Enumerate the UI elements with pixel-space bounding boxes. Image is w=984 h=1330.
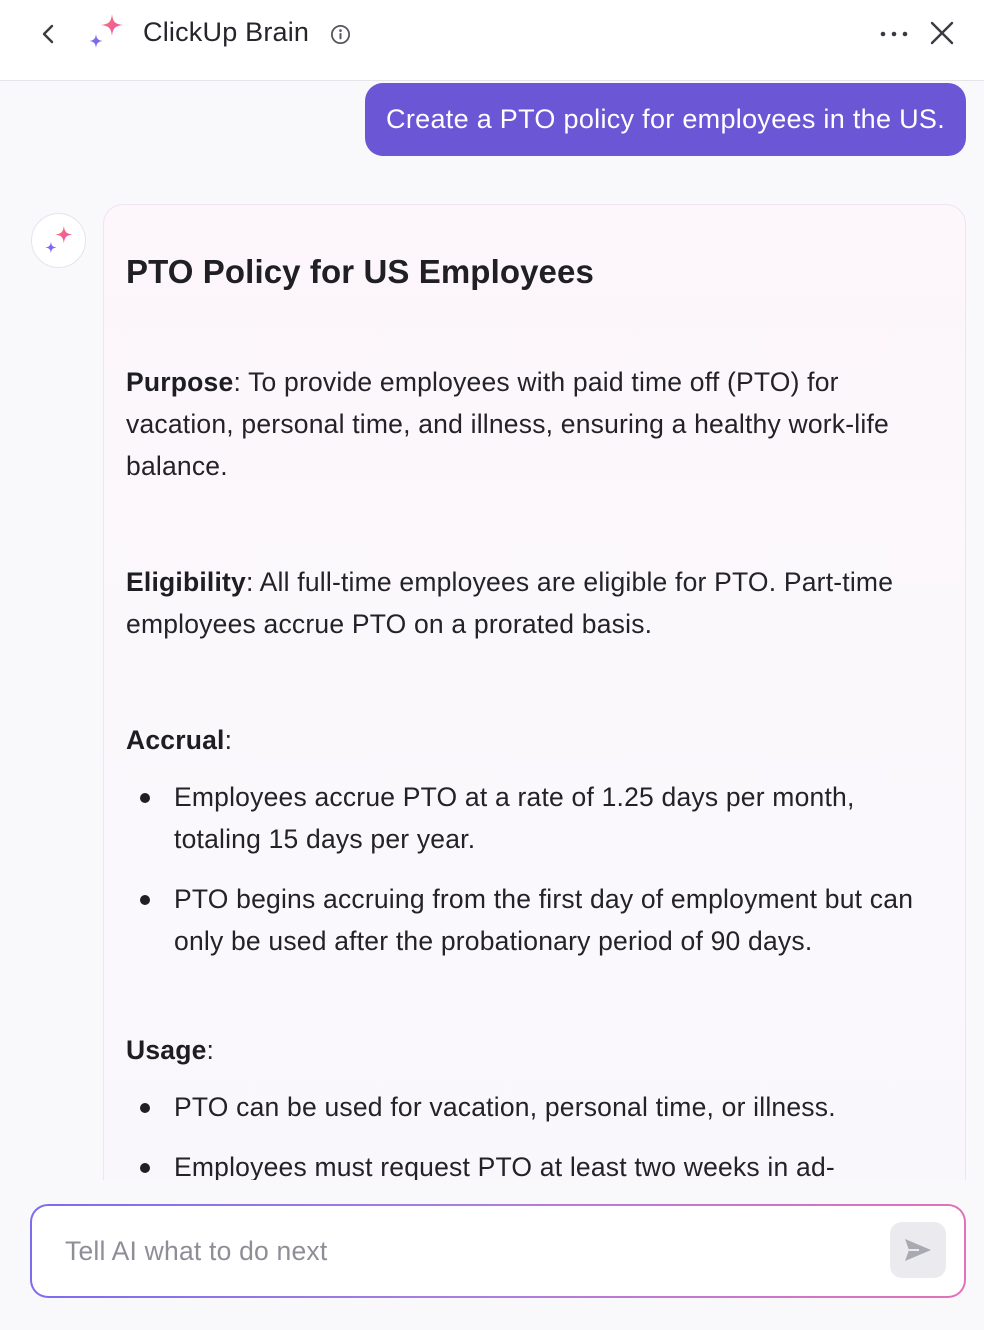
- sparkle-icon: [42, 224, 76, 258]
- purpose-label: Purpose: [126, 367, 234, 397]
- eligibility-text: : All full-time employees are eligible for PTO. Part-time employees accrue PTO on a prorated basis.: [126, 567, 894, 639]
- user-message-bubble: Create a PTO policy for employees in the US.: [365, 83, 966, 156]
- chat-header: [0, 0, 984, 81]
- usage-colon: :: [206, 1035, 215, 1065]
- composer: [30, 1204, 966, 1298]
- usage-list: [126, 1086, 946, 1180]
- usage-label: Usage: [126, 1035, 207, 1065]
- list-item: Employees must request PTO at least two weeks in ad-: [126, 1146, 946, 1180]
- purpose-text: : To provide employees with paid time off (PTO) for vacation, personal time, and illness, ensuring a healthy work-life balance.: [126, 367, 889, 481]
- prompt-input[interactable]: [65, 1228, 865, 1274]
- more-horizontal-icon: [876, 22, 912, 46]
- accrual-list: [126, 776, 946, 980]
- accrual-colon: :: [224, 725, 233, 755]
- usage-heading: [126, 1029, 926, 1071]
- chevron-left-icon: [34, 18, 64, 50]
- more-options-button[interactable]: [876, 22, 912, 46]
- ai-response-card: [103, 204, 966, 1180]
- sparkle-logo-icon: [86, 12, 126, 54]
- response-title: PTO Policy for US Employees: [126, 253, 594, 290]
- close-icon: [927, 18, 957, 50]
- send-icon: [903, 1236, 933, 1264]
- eligibility-paragraph: [126, 561, 926, 645]
- accrual-heading: [126, 719, 926, 761]
- list-item: PTO can be used for vacation, personal time, or illness.: [126, 1086, 946, 1128]
- send-button[interactable]: [890, 1222, 946, 1278]
- composer-inner: [32, 1206, 964, 1296]
- close-button[interactable]: [927, 18, 957, 50]
- list-item: PTO begins accruing from the first day of employment but can only be used after the probationary period of 90 days.: [126, 878, 946, 962]
- purpose-paragraph: [126, 361, 926, 487]
- ai-avatar: [31, 213, 86, 268]
- page-title: ClickUp Brain: [143, 17, 310, 47]
- eligibility-label: Eligibility: [126, 567, 246, 597]
- list-item: Employees accrue PTO at a rate of 1.25 days per month, totaling 15 days per year.: [126, 776, 946, 860]
- back-button[interactable]: [34, 18, 64, 50]
- ai-response-scroll-area[interactable]: [103, 204, 966, 1180]
- accrual-label: Accrual: [126, 725, 225, 755]
- info-icon[interactable]: [330, 24, 351, 45]
